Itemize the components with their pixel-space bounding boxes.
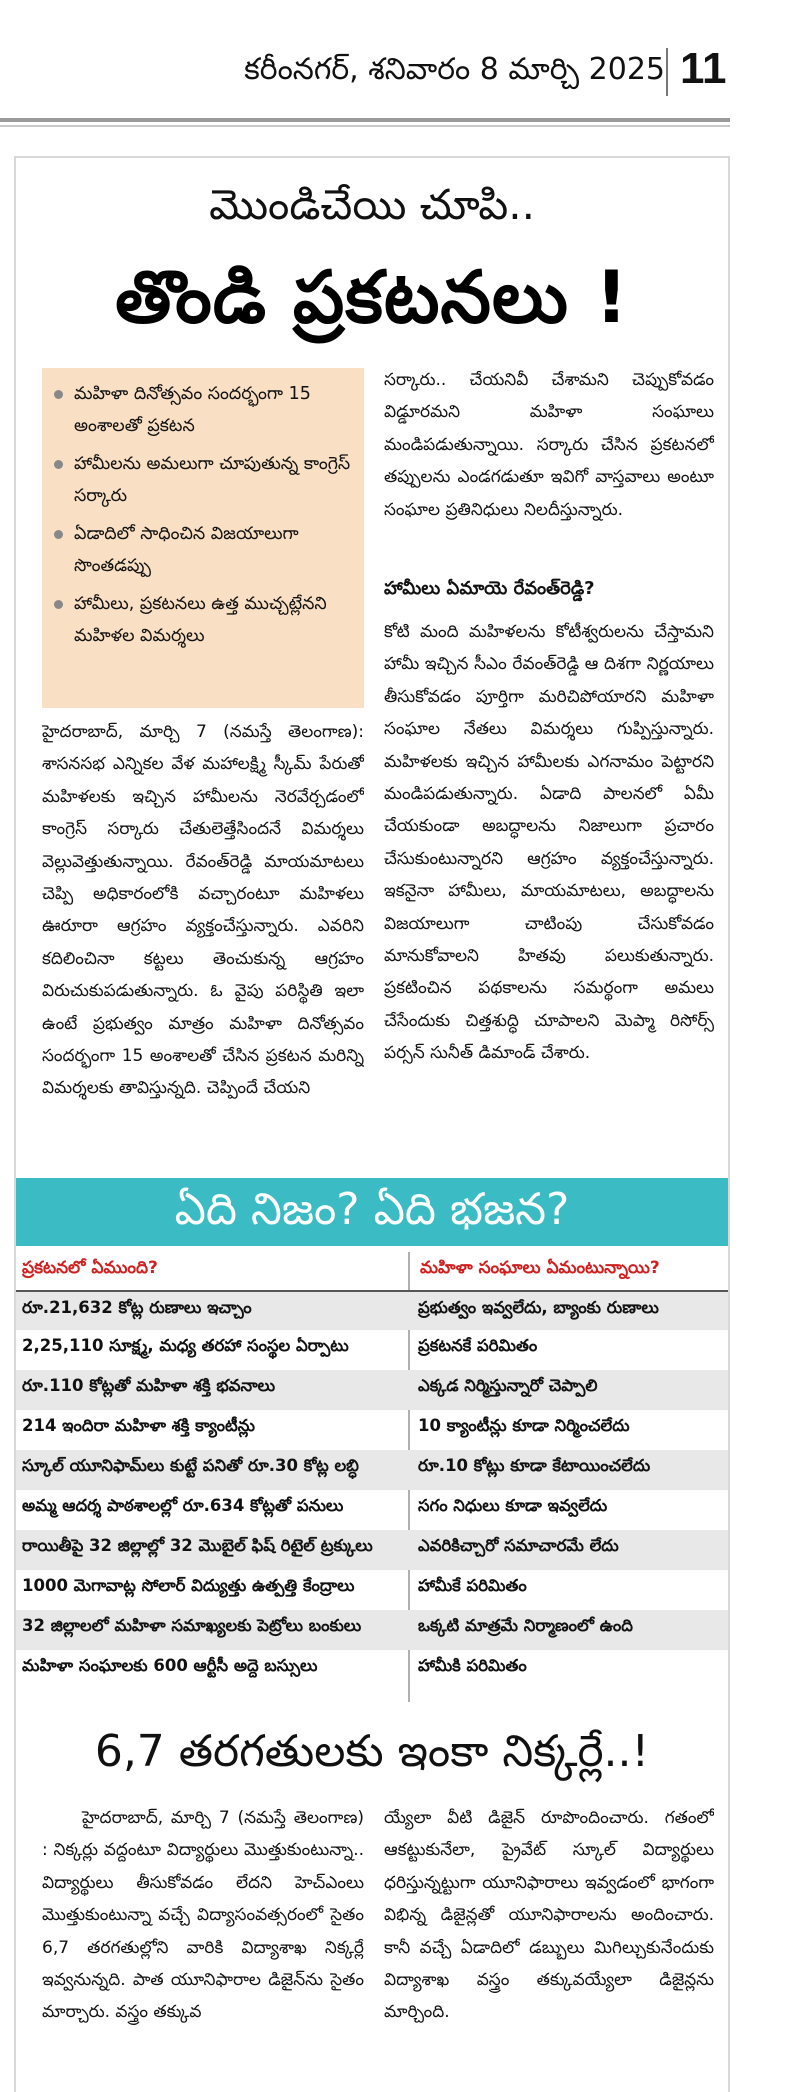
table-cell-claim: రాయితీపై 32 జిల్లాల్లో 32 మొబైల్ ఫిష్ రిటైల్ ట్రక్కులు: [22, 1536, 373, 1555]
article-headline: తొండి ప్రకటనలు !: [115, 255, 629, 339]
table-row: [16, 1410, 728, 1450]
table-row: [16, 1530, 728, 1570]
table-row: [16, 1450, 728, 1490]
table-cell-response: ఒక్కటి మాత్రమే నిర్మాణంలో ఉంది: [418, 1616, 633, 1635]
table-header-left: ప్రకటనలో ఏముంది?: [22, 1258, 158, 1278]
bullet-icon: [54, 600, 63, 609]
highlight-item: హామీలు, ప్రకటనలు ఉత్త ముచ్చట్లేనని మహిళల విమర్శలు: [50, 588, 356, 652]
dateline: కరీంనగర్, శనివారం 8 మార్చి 2025: [244, 52, 665, 87]
table-row: [16, 1650, 728, 1690]
table-cell-claim: మహిళా సంఘాలకు 600 ఆర్టీసీ అద్దె బస్సులు: [22, 1656, 318, 1675]
table-header-right: మహిళా సంఘాలు ఏమంటున్నాయి?: [420, 1258, 660, 1278]
table-cell-response: 10 క్యాంటీన్లు కూడా నిర్మించలేదు: [418, 1416, 630, 1435]
table-row: [16, 1490, 728, 1530]
table-row: [16, 1570, 728, 1610]
table-cell-claim: రూ.110 కోట్లతో మహిళా శక్తి భవనాలు: [22, 1376, 276, 1395]
bullet-icon: [54, 460, 63, 469]
bullet-icon: [54, 530, 63, 539]
table-cell-response: రూ.10 కోట్లు కూడా కేటాయించలేదు: [418, 1456, 651, 1475]
highlight-item: మహిళా దినోత్సవం సందర్భంగా 15 అంశాలతో ప్రకటన: [50, 378, 356, 442]
comparison-table-header: [16, 1254, 728, 1288]
masthead-separator: [666, 48, 668, 96]
masthead-rule: [0, 118, 730, 122]
highlights-box: [42, 368, 364, 708]
table-cell-claim: 1000 మెగావాట్ల సోలార్ విద్యుత్తు ఉత్పత్తి కేంద్రాలు: [22, 1576, 355, 1595]
table-cell-claim: రూ.21,632 కోట్ల రుణాలు ఇచ్చాం: [22, 1298, 252, 1317]
highlight-item: ఏడాదిలో సాధించిన విజయాలుగా సొంతడప్పు: [50, 518, 356, 582]
table-cell-claim: 32 జిల్లాలలో మహిళా సమాఖ్యలకు పెట్రోలు బంకులు: [22, 1616, 362, 1635]
masthead-rule-thin: [0, 125, 730, 127]
masthead: [0, 0, 800, 130]
article-left-column: హైదరాబాద్, మార్చి 7 (నమస్తే తెలంగాణ): శాసనసభ ఎన్నికల వేళ మహాలక్ష్మి స్కీమ్ పేరుతో మహిళలకు ఇచ్చిన హామీలను నెరవేర్చడంలో కాంగ్రెస్ సర్కారు చేతులెత్తేసిందనే విమర్శలు వెల్లువెత్తుతున్నాయి. రేవంత్‌రెడ్డి మాయమాటలు చెప్పి అధికారంలోకి వచ్చారంటూ మహిళలు ఊరూరా ఆగ్రహం వ్యక్తంచేస్తున్నారు. ఎవరిని కదిలించినా కట్టలు తెంచుకున్న ఆగ్రహం విరుచుకుపడుతున్నారు. ఓ వైపు పరిస్థితి ఇలా ఉంటే ప్రభుత్వం మాత్రం మహిళా దినోత్సవం సందర్భంగా 15 అంశాలతో చేసిన ప్రకటన మరిన్ని విమర్శలకు తావిస్తున్నది. చెప్పిందే చేయని: [42, 722, 364, 1099]
article-subhead: హామీలు ఏమాయె రేవంత్‌రెడ్డి?: [384, 578, 595, 599]
article-right-column-intro: సర్కారు.. చేయనివీ చేశామని చెప్పుకోవడం విడ్డూరమని మహిళా సంఘాలు మండిపడుతున్నాయి. సర్కారు చేసిన ప్రకటనలో తప్పులను ఎండగడుతూ ఇవిగో వాస్తవాలు అంటూ సంఘాల ప్రతినిధులు నిలదీస్తున్నారు.: [384, 370, 714, 520]
table-cell-claim: 2,25,110 సూక్ష్మ, మధ్య తరహా సంస్థల ఏర్పాటు: [22, 1336, 349, 1355]
page-number: 11: [680, 44, 727, 93]
article-right-column-body: కోటి మంది మహిళలను కోటీశ్వరులను చేస్తామని హామీ ఇచ్చిన సీఎం రేవంత్‌రెడ్డి ఆ దిశగా నిర్ణయాలు తీసుకోవడం పూర్తిగా మరిచిపోయారని మహిళా సంఘాల నేతలు విమర్శలు గుప్పిస్తున్నారు. మహిళలకు ఇచ్చిన హామీలకు ఎగనామం పెట్టారని మండిపడుతున్నారు. ఏడాది పాలనలో ఏమీ చేయకుండా అబద్ధాలను నిజాలుగా ప్రచారం చేసుకుంటున్నారని ఆగ్రహం వ్యక్తంచేస్తున్నారు. ఇకనైనా హామీలు, మాయమాటలు, అబద్ధాలను విజయాలుగా చాటింపు చేసుకోవడం మానుకోవాలని హితవు పలుకుతున్నారు. ప్రకటించిన పథకాలను సమర్థంగా అమలు చేసేందుకు చిత్తశుద్ధి చూపాలని మెప్మా రిసోర్స్ పర్సన్ సునీత్ డిమాండ్ చేశారు.: [384, 622, 714, 1064]
article-kicker: మొండిచేయి చూపి..: [209, 180, 535, 229]
bullet-icon: [54, 390, 63, 399]
table-cell-response: ఎక్కడ నిర్మిస్తున్నారో చెప్పాలి: [418, 1376, 598, 1395]
table-cell-claim: అమ్మ ఆదర్శ పాఠశాలల్లో రూ.634 కోట్లతో పనులు: [22, 1496, 344, 1515]
comparison-table: [16, 1290, 728, 1690]
article2-right-column: య్యేలా వీటి డిజైన్ రూపొందించారు. గతంలో ఆకట్టుకునేలా, ప్రైవేట్ స్కూల్ విద్యార్థులు ధరిస్తున్నట్టుగా యూనిఫారాలు ఇవ్వడంలో భాగంగా విభిన్న డిజైన్లతో యూనిఫారాలను అందించారు. కానీ వచ్చే ఏడాదిలో డబ్బులు మిగిల్చుకునేందుకు విద్యాశాఖ వస్త్రం తక్కువయ్యేలా డిజైన్లను మార్చింది.: [384, 1808, 714, 2023]
table-cell-response: ఎవరికిచ్చారో సమాచారమే లేదు: [418, 1536, 619, 1555]
highlight-item: హామీలను అమలుగా చూపుతున్న కాంగ్రెస్ సర్కారు: [50, 448, 356, 512]
table-row: [16, 1610, 728, 1650]
banner-title: ఏది నిజం? ఏది భజన?: [174, 1184, 570, 1235]
table-row: [16, 1370, 728, 1410]
table-cell-response: హామీకే పరిమితం: [418, 1576, 527, 1595]
table-row: [16, 1330, 728, 1370]
article2-left-column: హైదరాబాద్, మార్చి 7 (నమస్తే తెలంగాణ) : నిక్కర్లు వద్దంటూ విద్యార్థులు మొత్తుకుంటున్నా.. విద్యార్థులు తీసుకోవడం లేదని హెచ్‌ఎంలు మొత్తుకుంటున్నా వచ్చే విద్యాసంవత్సరంలో సైతం 6,7 తరగతుల్లోని వారికి విద్యాశాఖ నిక్కర్లే ఇవ్వనున్నది. పాత యూనిఫారాల డిజైన్‌ను సైతం మార్చారు. వస్త్రం తక్కువ: [42, 1808, 364, 2023]
table-cell-claim: స్కూల్ యూనిఫామ్‌లు కుట్టే పనితో రూ.30 కోట్ల లబ్ధి: [22, 1456, 359, 1475]
table-cell-response: సగం నిధులు కూడా ఇవ్వలేదు: [418, 1496, 608, 1515]
table-cell-response: ప్రభుత్వం ఇవ్వలేదు, బ్యాంకు రుణాలు: [418, 1298, 659, 1317]
table-cell-response: ప్రకటనకే పరిమితం: [418, 1336, 538, 1355]
table-cell-claim: 214 ఇందిరా మహిళా శక్తి క్యాంటీన్లు: [22, 1416, 255, 1435]
fact-check-banner: [16, 1178, 728, 1246]
table-row: [16, 1290, 728, 1330]
table-cell-response: హామీకి పరిమితం: [418, 1656, 527, 1675]
article2-headline: 6,7 తరగతులకు ఇంకా నిక్కర్లే..!: [94, 1726, 650, 1777]
